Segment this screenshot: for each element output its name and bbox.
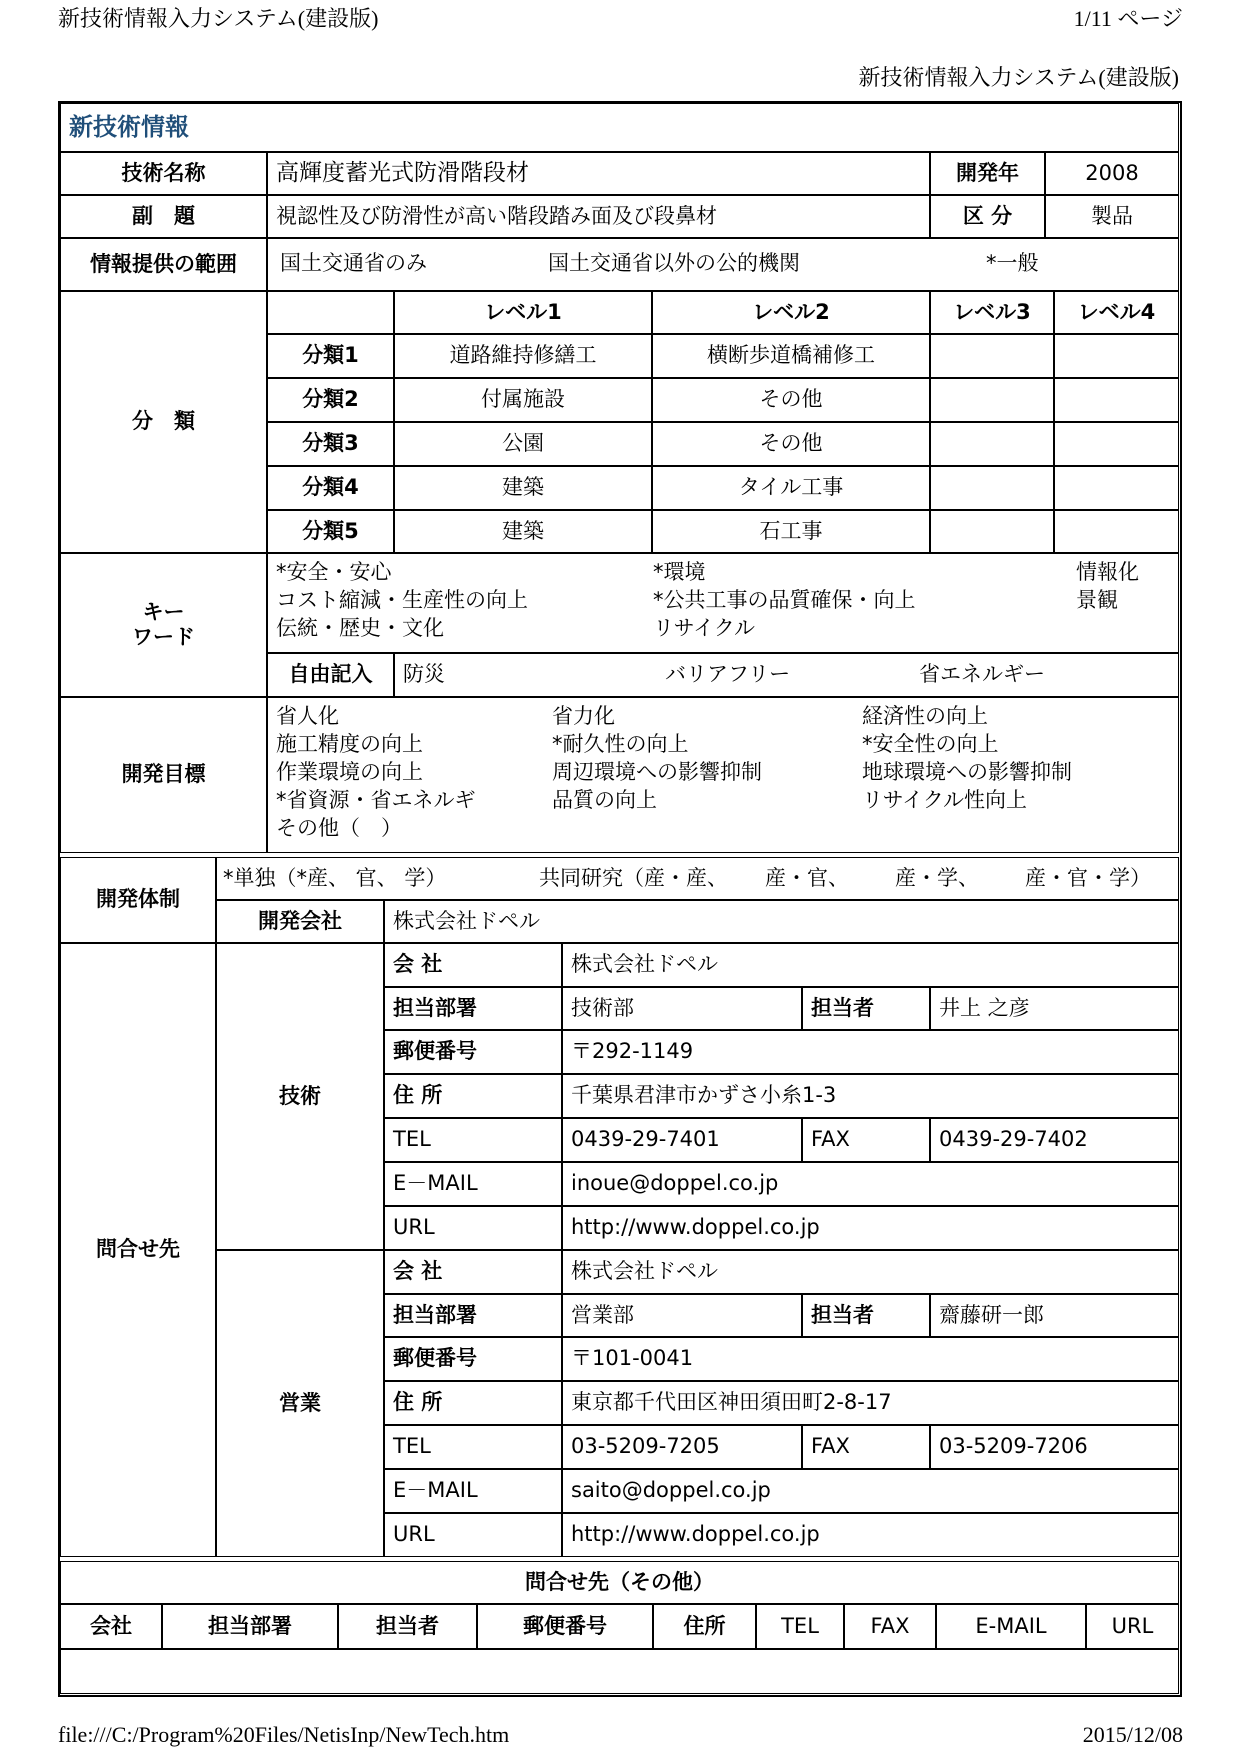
other-contact-title: 問合せ先（その他） bbox=[60, 1561, 1179, 1604]
scope-option-mlit[interactable]: 国土交通省のみ bbox=[280, 251, 427, 275]
goal-item[interactable]: リサイクル性向上 bbox=[862, 788, 1028, 812]
dept-label: 担当部署 bbox=[384, 987, 562, 1030]
class-row-l3[interactable] bbox=[930, 334, 1054, 378]
scope-options bbox=[267, 238, 1179, 291]
free-entry-value: バリアフリー bbox=[665, 662, 791, 686]
dev-structure-label: 開発体制 bbox=[60, 857, 216, 943]
email-field[interactable]: saito@doppel.co.jp bbox=[562, 1469, 1179, 1513]
goal-item[interactable]: 品質の向上 bbox=[552, 788, 657, 812]
dev-structure-option[interactable]: 産・官、 bbox=[765, 866, 849, 890]
dev-company-label: 開発会社 bbox=[216, 900, 384, 943]
contact-block-label-tech: 技術 bbox=[216, 943, 384, 1250]
goal-item[interactable]: 地球環境への影響抑制 bbox=[862, 760, 1072, 784]
other-contact-header: E-MAIL bbox=[936, 1604, 1086, 1649]
person-field[interactable]: 齋藤研一郎 bbox=[930, 1294, 1179, 1337]
goal-item[interactable]: *耐久性の向上 bbox=[552, 732, 689, 756]
keyword-item[interactable]: 景観 bbox=[1076, 588, 1118, 612]
dev-company-field[interactable]: 株式会社ドペル bbox=[384, 900, 1179, 943]
class-row-l2[interactable]: 横断歩道橋補修工 bbox=[652, 334, 930, 378]
other-contact-header: TEL bbox=[756, 1604, 844, 1649]
header-left-title: 新技術情報入力システム(建設版) bbox=[58, 6, 379, 31]
other-contact-header: 住所 bbox=[653, 1604, 756, 1649]
class-row-label: 分類1 bbox=[267, 334, 394, 378]
email-label: E－MAIL bbox=[384, 1162, 562, 1206]
class-row-l4[interactable] bbox=[1054, 510, 1179, 553]
kubun-field[interactable]: 製品 bbox=[1045, 195, 1179, 238]
class-row-l4[interactable] bbox=[1054, 466, 1179, 510]
dept-field[interactable]: 技術部 bbox=[562, 987, 802, 1030]
dev-structure-options bbox=[216, 857, 1179, 900]
dev-structure-option[interactable]: 産・官・学） bbox=[1025, 866, 1151, 890]
keyword-label bbox=[60, 553, 267, 697]
header-page-info: 1/11 ページ bbox=[1073, 6, 1183, 31]
class-row-l2[interactable]: タイル工事 bbox=[652, 466, 930, 510]
other-contact-header: FAX bbox=[844, 1604, 936, 1649]
subtitle-label: 副 題 bbox=[60, 195, 267, 238]
class-row-l1[interactable]: 公園 bbox=[394, 422, 652, 466]
class-row-l1[interactable]: 建築 bbox=[394, 510, 652, 553]
address-field[interactable]: 東京都千代田区神田須田町2-8-17 bbox=[562, 1381, 1179, 1425]
person-field[interactable]: 井上 之彦 bbox=[930, 987, 1179, 1030]
class-row-label: 分類3 bbox=[267, 422, 394, 466]
classification-label: 分 類 bbox=[60, 291, 267, 553]
keyword-item[interactable]: *安全・安心 bbox=[276, 560, 392, 584]
other-contact-header: 担当部署 bbox=[162, 1604, 338, 1649]
dev-structure-option[interactable]: 産・学、 bbox=[895, 866, 979, 890]
free-entry-field[interactable] bbox=[394, 653, 1179, 697]
keyword-label-line1: キー bbox=[142, 599, 185, 624]
keyword-item[interactable]: 情報化 bbox=[1076, 560, 1139, 584]
goal-item[interactable]: 経済性の向上 bbox=[862, 704, 988, 728]
kubun-label: 区 分 bbox=[930, 195, 1045, 238]
class-row-l1[interactable]: 道路維持修繕工 bbox=[394, 334, 652, 378]
class-row-label: 分類2 bbox=[267, 378, 394, 422]
goal-item[interactable]: 周辺環境への影響抑制 bbox=[552, 760, 762, 784]
url-label: URL bbox=[384, 1513, 562, 1557]
dev-goal-label: 開発目標 bbox=[60, 697, 267, 853]
fax-field[interactable]: 03-5209-7206 bbox=[930, 1425, 1179, 1469]
class-row-l3[interactable] bbox=[930, 466, 1054, 510]
scope-option-general[interactable]: *一般 bbox=[986, 251, 1039, 275]
tech-info-form bbox=[58, 101, 1182, 1697]
other-contact-header: 担当者 bbox=[338, 1604, 477, 1649]
dev-year-field[interactable]: 2008 bbox=[1045, 152, 1179, 195]
zip-field[interactable]: 〒101-0041 bbox=[562, 1337, 1179, 1381]
keyword-item[interactable]: 伝統・歴史・文化 bbox=[276, 616, 444, 640]
url-field[interactable]: http://www.doppel.co.jp bbox=[562, 1206, 1179, 1250]
email-field[interactable]: inoue@doppel.co.jp bbox=[562, 1162, 1179, 1206]
tel-field[interactable]: 03-5209-7205 bbox=[562, 1425, 802, 1469]
contact-label: 問合せ先 bbox=[60, 943, 216, 1557]
dept-label: 担当部署 bbox=[384, 1294, 562, 1337]
header-right-title: 新技術情報入力システム(建設版) bbox=[858, 65, 1179, 90]
class-row-l2[interactable]: その他 bbox=[652, 378, 930, 422]
other-contact-header: 郵便番号 bbox=[477, 1604, 653, 1649]
free-entry-value: 防災 bbox=[403, 662, 445, 686]
tech-name-field[interactable]: 高輝度蓄光式防滑階段材 bbox=[267, 152, 930, 195]
classification-corner bbox=[267, 291, 394, 334]
level1-header: レベル1 bbox=[394, 291, 652, 334]
address-label: 住 所 bbox=[384, 1074, 562, 1118]
keyword-item[interactable]: *公共工事の品質確保・向上 bbox=[653, 588, 916, 612]
free-entry-value: 省エネルギー bbox=[919, 662, 1045, 686]
other-contact-header: URL bbox=[1086, 1604, 1179, 1649]
scope-option-public[interactable]: 国土交通省以外の公的機関 bbox=[548, 251, 800, 275]
url-label: URL bbox=[384, 1206, 562, 1250]
fax-label: FAX bbox=[802, 1425, 930, 1469]
dev-goal-options bbox=[267, 697, 1179, 853]
company-field[interactable]: 株式会社ドペル bbox=[562, 943, 1179, 987]
fax-field[interactable]: 0439-29-7402 bbox=[930, 1118, 1179, 1162]
goal-item[interactable]: *安全性の向上 bbox=[862, 732, 999, 756]
dept-field[interactable]: 営業部 bbox=[562, 1294, 802, 1337]
class-row-label: 分類5 bbox=[267, 510, 394, 553]
person-label: 担当者 bbox=[802, 1294, 930, 1337]
free-entry-label: 自由記入 bbox=[267, 653, 394, 697]
keyword-item[interactable]: コスト縮減・生産性の向上 bbox=[276, 588, 528, 612]
goal-item[interactable]: 省人化 bbox=[276, 704, 339, 728]
company-label: 会 社 bbox=[384, 943, 562, 987]
level2-header: レベル2 bbox=[652, 291, 930, 334]
footer-date: 2015/12/08 bbox=[1082, 1722, 1183, 1747]
class-row-l4[interactable] bbox=[1054, 422, 1179, 466]
subtitle-field[interactable]: 視認性及び防滑性が高い階段踏み面及び段鼻材 bbox=[267, 195, 930, 238]
tel-label: TEL bbox=[384, 1425, 562, 1469]
zip-field[interactable]: 〒292-1149 bbox=[562, 1030, 1179, 1074]
other-contact-header: 会社 bbox=[60, 1604, 162, 1649]
section-title: 新技術情報 bbox=[60, 103, 1179, 152]
class-row-label: 分類4 bbox=[267, 466, 394, 510]
zip-label: 郵便番号 bbox=[384, 1030, 562, 1074]
goal-item[interactable]: 作業環境の向上 bbox=[276, 760, 423, 784]
scope-label: 情報提供の範囲 bbox=[60, 238, 267, 291]
class-row-l2[interactable]: 石工事 bbox=[652, 510, 930, 553]
dev-year-label: 開発年 bbox=[930, 152, 1045, 195]
other-contact-empty-row[interactable] bbox=[60, 1649, 1179, 1694]
goal-item[interactable]: その他（ ） bbox=[276, 816, 402, 840]
tel-field[interactable]: 0439-29-7401 bbox=[562, 1118, 802, 1162]
goal-item[interactable]: *省資源・省エネルギ bbox=[276, 788, 476, 812]
url-field[interactable]: http://www.doppel.co.jp bbox=[562, 1513, 1179, 1557]
class-row-l1[interactable]: 建築 bbox=[394, 466, 652, 510]
class-row-l4[interactable] bbox=[1054, 334, 1179, 378]
class-row-l1[interactable]: 付属施設 bbox=[394, 378, 652, 422]
class-row-l4[interactable] bbox=[1054, 378, 1179, 422]
keyword-options bbox=[267, 553, 1179, 653]
level4-header: レベル4 bbox=[1054, 291, 1179, 334]
email-label: E－MAIL bbox=[384, 1469, 562, 1513]
footer-file-path: file:///C:/Program%20Files/NetisInp/NewTech.htm bbox=[58, 1722, 510, 1747]
tech-name-label: 技術名称 bbox=[60, 152, 267, 195]
class-row-l3[interactable] bbox=[930, 510, 1054, 553]
keyword-label-line2: ワード bbox=[132, 625, 195, 649]
class-row-l3[interactable] bbox=[930, 422, 1054, 466]
zip-label: 郵便番号 bbox=[384, 1337, 562, 1381]
class-row-l2[interactable]: その他 bbox=[652, 422, 930, 466]
dev-structure-option[interactable]: *単独（*産、 官、 学） bbox=[223, 866, 447, 890]
dev-structure-option[interactable]: 共同研究（産・産、 bbox=[539, 866, 728, 890]
address-field[interactable]: 千葉県君津市かずさ小糸1-3 bbox=[562, 1074, 1179, 1118]
level3-header: レベル3 bbox=[930, 291, 1054, 334]
tel-label: TEL bbox=[384, 1118, 562, 1162]
company-label: 会 社 bbox=[384, 1250, 562, 1294]
person-label: 担当者 bbox=[802, 987, 930, 1030]
goal-item[interactable]: 施工精度の向上 bbox=[276, 732, 423, 756]
contact-block-label-sales: 営業 bbox=[216, 1250, 384, 1557]
keyword-item[interactable]: リサイクル bbox=[653, 616, 756, 640]
company-field[interactable]: 株式会社ドペル bbox=[562, 1250, 1179, 1294]
keyword-item[interactable]: *環境 bbox=[653, 560, 706, 584]
class-row-l3[interactable] bbox=[930, 378, 1054, 422]
goal-item[interactable]: 省力化 bbox=[552, 704, 615, 728]
fax-label: FAX bbox=[802, 1118, 930, 1162]
address-label: 住 所 bbox=[384, 1381, 562, 1425]
